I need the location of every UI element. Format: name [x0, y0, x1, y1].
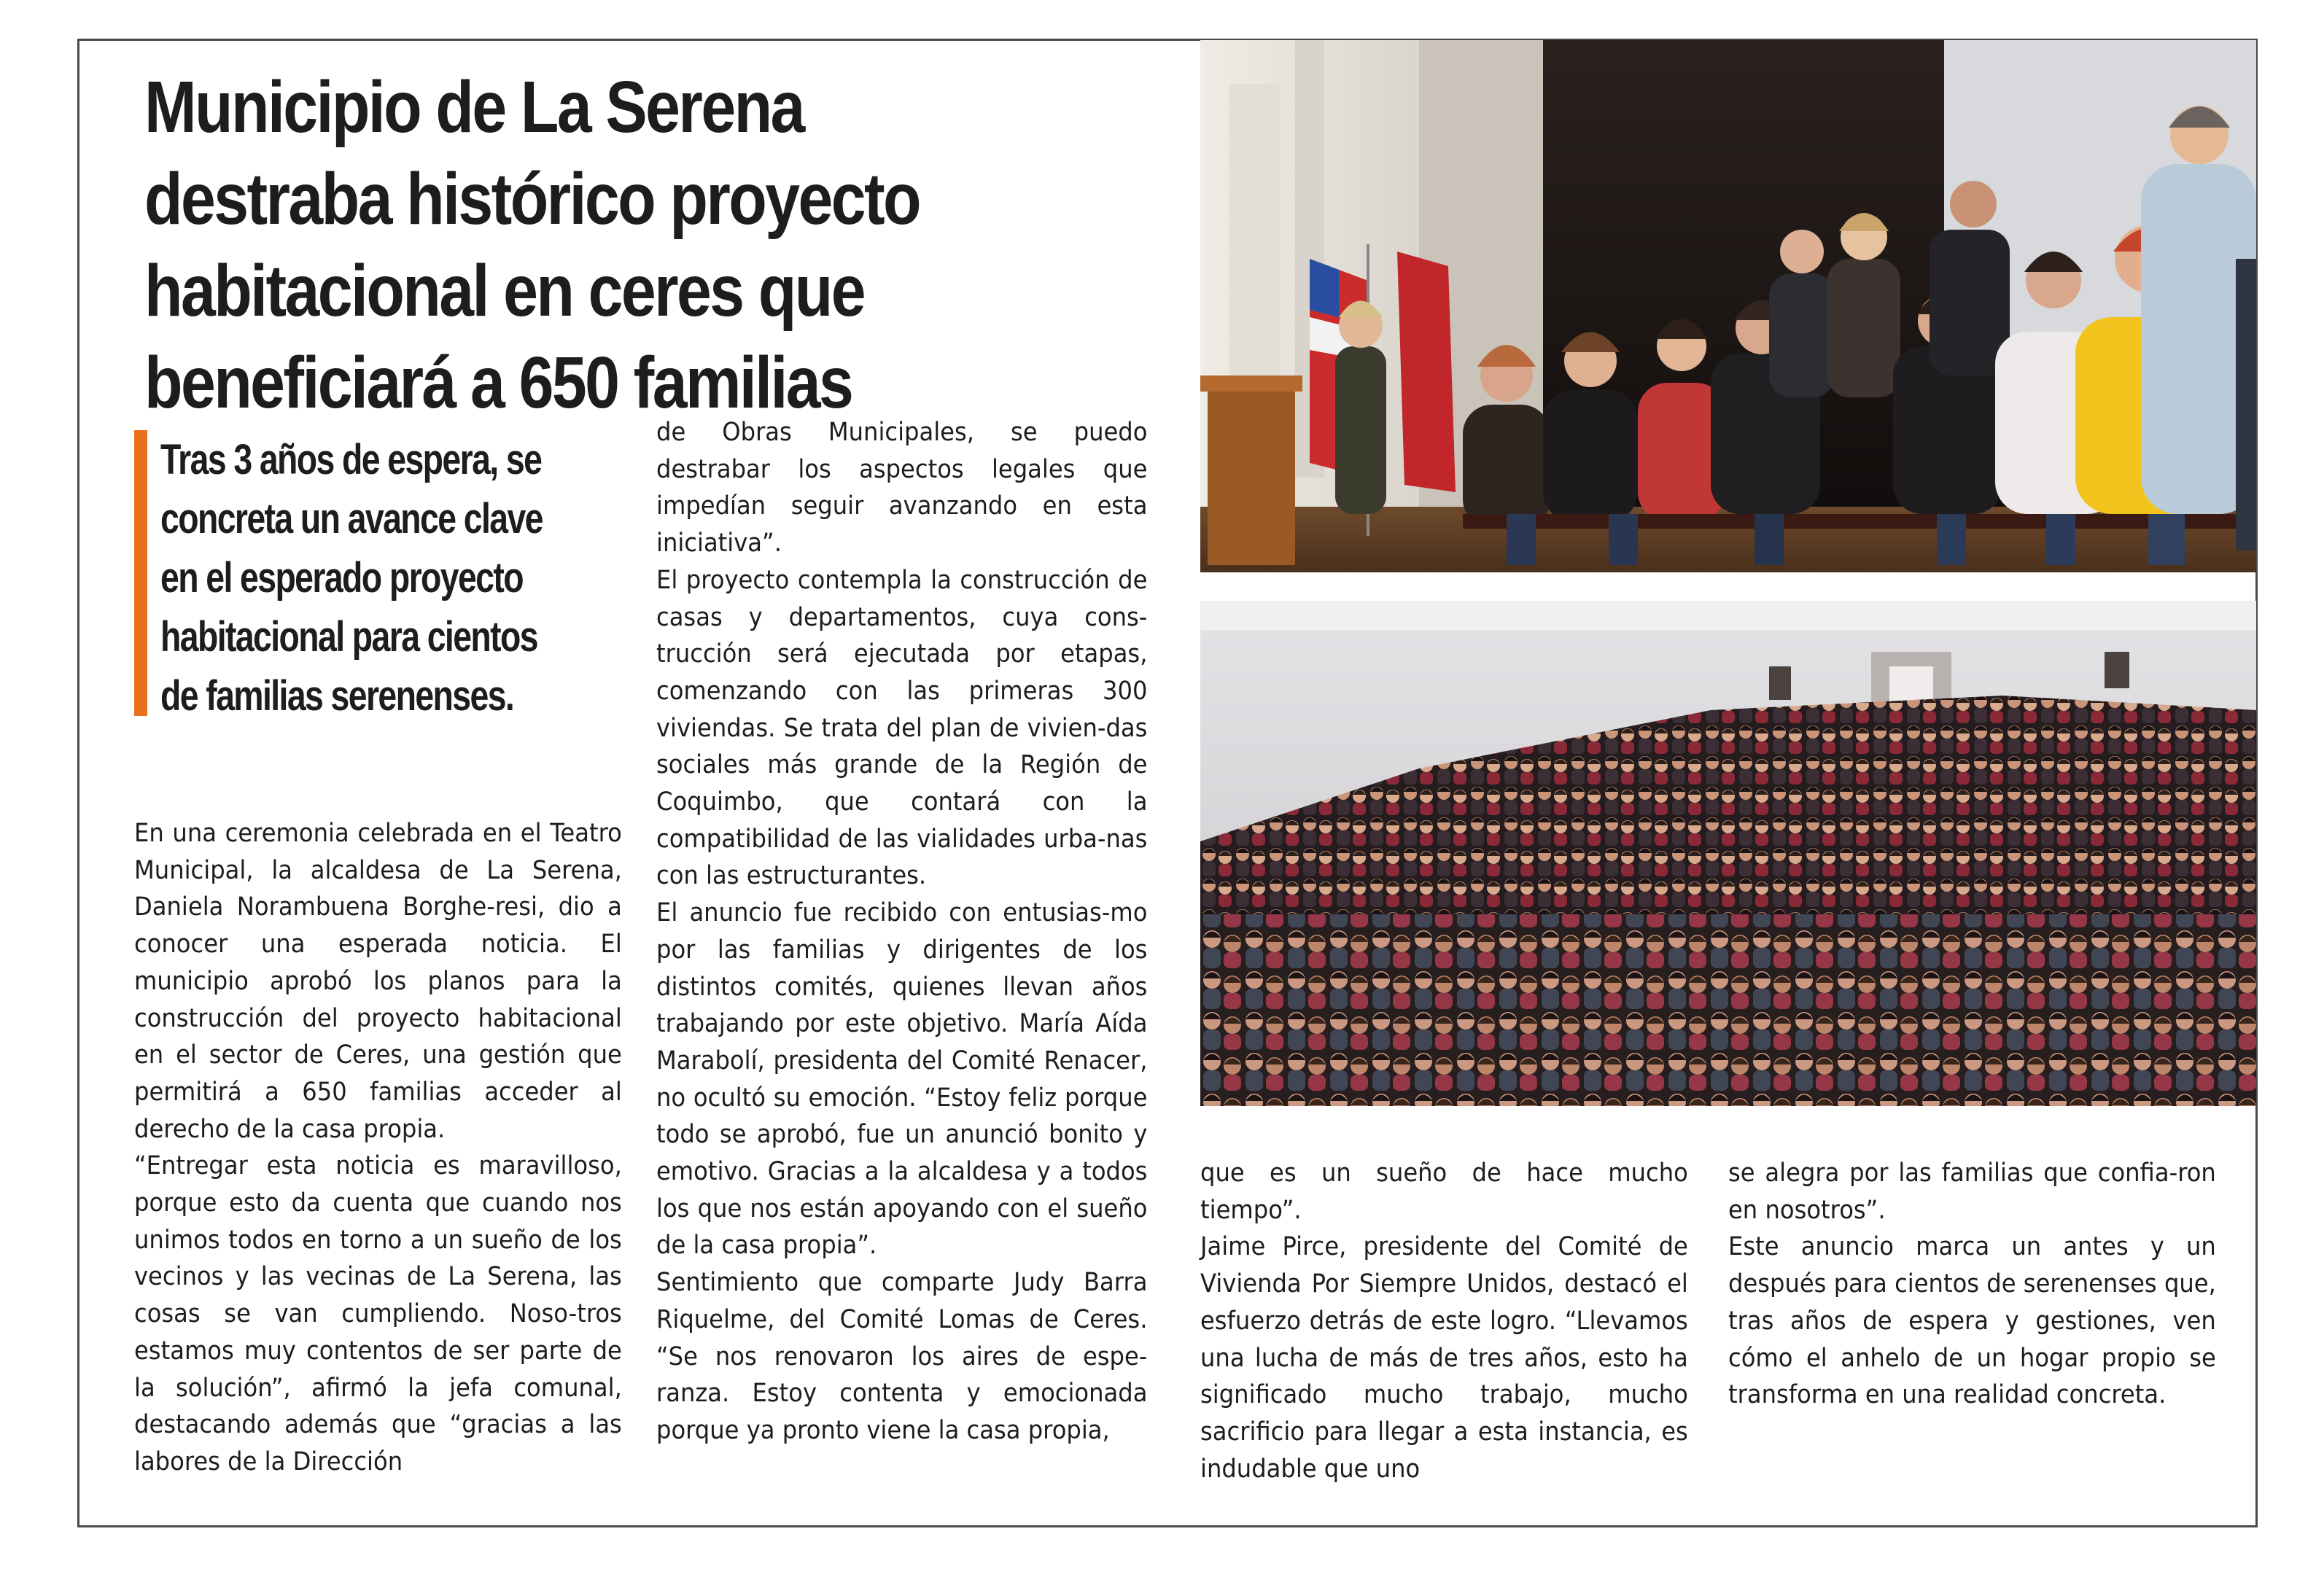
article-column-2 [656, 414, 1147, 1449]
paragraph: Sentimiento que comparte Judy Barra Riquelme, del Comité Lomas de Ceres. “Se nos renovaron los aires de espe-ranza. Estoy contenta y emocionada porque ya pronto viene la casa propia, [656, 1268, 1148, 1445]
paragraph: que es un sueño de hace mucho tiempo”. [1200, 1159, 1688, 1225]
article-column-4 [1728, 1155, 2216, 1414]
paragraph: Jaime Pirce, presidente del Comité de Vivienda Por Siempre Unidos, destacó el esfuerzo detrás de este logro. “Llevamos una lucha de más de tres años, esto ha significado mucho trabajo, mucho sacrificio para llegar a esta instancia, es indudable que uno [1200, 1232, 1688, 1484]
article-lead: Tras 3 años de espera, se concreta un avance clave en el esperado proyecto habitacional para cientos de familias serenenses. [160, 436, 543, 720]
paragraph: “Entregar esta noticia es maravilloso, porque esto da cuenta que cuando nos unimos todos en torno a un sueño de los vecinos y las vecinas de La Serena, las cosas se van cumpliendo. Noso-tros estamos muy contentos de ser parte de la solución”, afirmó la jefa comunal, destacando además que “gracias a las labores de la Dirección [134, 1151, 622, 1476]
paragraph: se alegra por las familias que confia-ron en nosotros”. [1728, 1159, 2216, 1225]
paragraph: El proyecto contempla la construcción de casas y departamentos, cuya cons-trucción será ejecutada por etapas, comenzando con las primeras 300 viviendas. Se trata del plan de vivien-das sociales más grande de la Región de Coquimbo, que contará con la compatibilidad de las vialidades urba-nas con las estructurantes. [656, 565, 1148, 891]
paragraph: El anuncio fue recibido con entusias-mo por las familias y dirigentes de los distintos comités, quienes llevan años trabajando por este objetivo. María Aída Marabolí, presidenta del Comité Renacer, no ocultó su emoción. “Estoy feliz porque todo se aprobó, fue un anunció bonito y emotivo. Gracias a la alcaldesa y a todos los que nos están apoyando con el sueño de la casa propia”. [656, 898, 1148, 1261]
stage-ceremony-photo [1200, 40, 2256, 572]
paragraph: de Obras Municipales, se puedo destrabar los aspectos legales que impedían seguir avanzando en esta iniciativa”. [656, 418, 1148, 558]
article-column-3 [1200, 1155, 1688, 1487]
article-headline: Municipio de La Serena destraba histórico proyecto habitacional en ceres que beneficiará a 650 familias [144, 66, 920, 424]
article-column-1 [134, 815, 622, 1481]
lead-accent-bar [134, 430, 147, 716]
paragraph: Este anuncio marca un antes y un después para cientos de serenenses que, tras años de espera y gestiones, ven cómo el anhelo de un hogar propio se transforma en una realidad concreta. [1728, 1232, 2216, 1410]
audience-photo [1200, 601, 2256, 1106]
paragraph: En una ceremonia celebrada en el Teatro Municipal, la alcaldesa de La Serena, Daniela Norambuena Borghe-resi, dio a conocer una esperada noticia. El municipio aprobó los planos para la construcción del proyecto habitacional en el sector de Ceres, una gestión que permitirá a 650 familias acceder al derecho de la casa propia. [134, 819, 622, 1144]
